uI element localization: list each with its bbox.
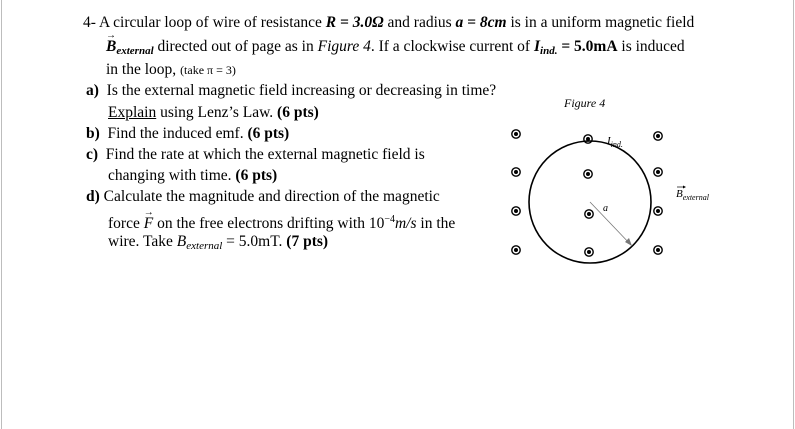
out-of-page-dot-icon [654,168,662,176]
text: wire. Take [108,233,177,250]
text: is in a uniform magnetic field [506,14,695,31]
resistance-eq: R = 3.0Ω [325,14,384,31]
current-value: = 5.0mA [557,38,618,55]
drift-speed: 10 [368,215,385,233]
text: directed out of page as in [153,38,318,55]
out-of-page-dot-icon [654,207,662,215]
text: using Lenz’s Law. [156,104,278,121]
b-external-subscript: external [186,240,223,252]
out-of-page-dot-icon [512,246,520,254]
text: is induced [617,38,685,55]
text: force [108,215,144,233]
radius-eq: a = 8cm [455,14,507,31]
text: changing with time. [108,167,236,184]
out-of-page-dot-icon [654,132,662,140]
text: in the loop, [106,61,181,78]
text: on the free electrons drifting with [153,215,369,233]
part-b-points: (6 pts) [247,125,290,142]
out-of-page-dot-icon [512,207,520,215]
pi-note: (take π = 3) [180,63,236,77]
part-c-label: c) [86,146,99,163]
b-external-symbol: B [176,233,187,250]
field-vector-arrowhead [683,186,686,189]
problem-number: 4- [83,14,96,31]
part-b-label: b) [86,125,100,142]
text: in the [416,215,456,233]
out-of-page-dot-icon [584,170,592,178]
text: A circular loop of wire of resistance [98,14,326,31]
part-a-text: Is the external magnetic field increasing or decreasing in time? [106,82,497,99]
drift-speed-exponent: −4 [384,214,395,225]
part-d-label: d) [86,188,100,205]
out-of-page-dot-icon [654,246,662,254]
radius-line [590,202,632,246]
field-label: $B_{external}$ [676,188,709,202]
text: = 5.0mT. [222,233,287,250]
current-symbol: I [533,38,541,55]
out-of-page-dot-icon [584,135,592,143]
figure-caption: Figure 4 [564,96,606,110]
b-external-subscript: external [116,45,154,57]
current-subscript: ind. [540,45,558,57]
force-symbol: → F [144,215,153,233]
part-c-text: Find the rate at which the external magnetic field is [105,146,425,163]
out-of-page-dot-icon [585,210,593,218]
text: and radius [383,14,456,31]
part-d-points: (7 pts) [286,233,329,250]
text: . If a clockwise current of [370,38,534,55]
out-of-page-dot-icon [512,168,520,176]
out-of-page-dot-icon [512,130,520,138]
out-of-page-dot-icon [585,248,593,256]
radius-label: a [603,203,608,214]
figure-reference: Figure 4 [317,38,371,55]
part-a-points: (6 pts) [277,104,319,121]
explain-underlined: Explain [108,104,157,121]
part-c-points: (6 pts) [235,167,278,184]
part-b-text: Find the induced emf. [107,125,248,142]
drift-speed-unit: m/s [394,215,417,233]
part-a-label: a) [86,82,99,99]
current-label: $I_{ind.}$ [607,135,623,149]
part-d-text: Calculate the magnitude and direction of the magnetic [103,188,440,205]
b-external-symbol: → B [106,38,116,56]
